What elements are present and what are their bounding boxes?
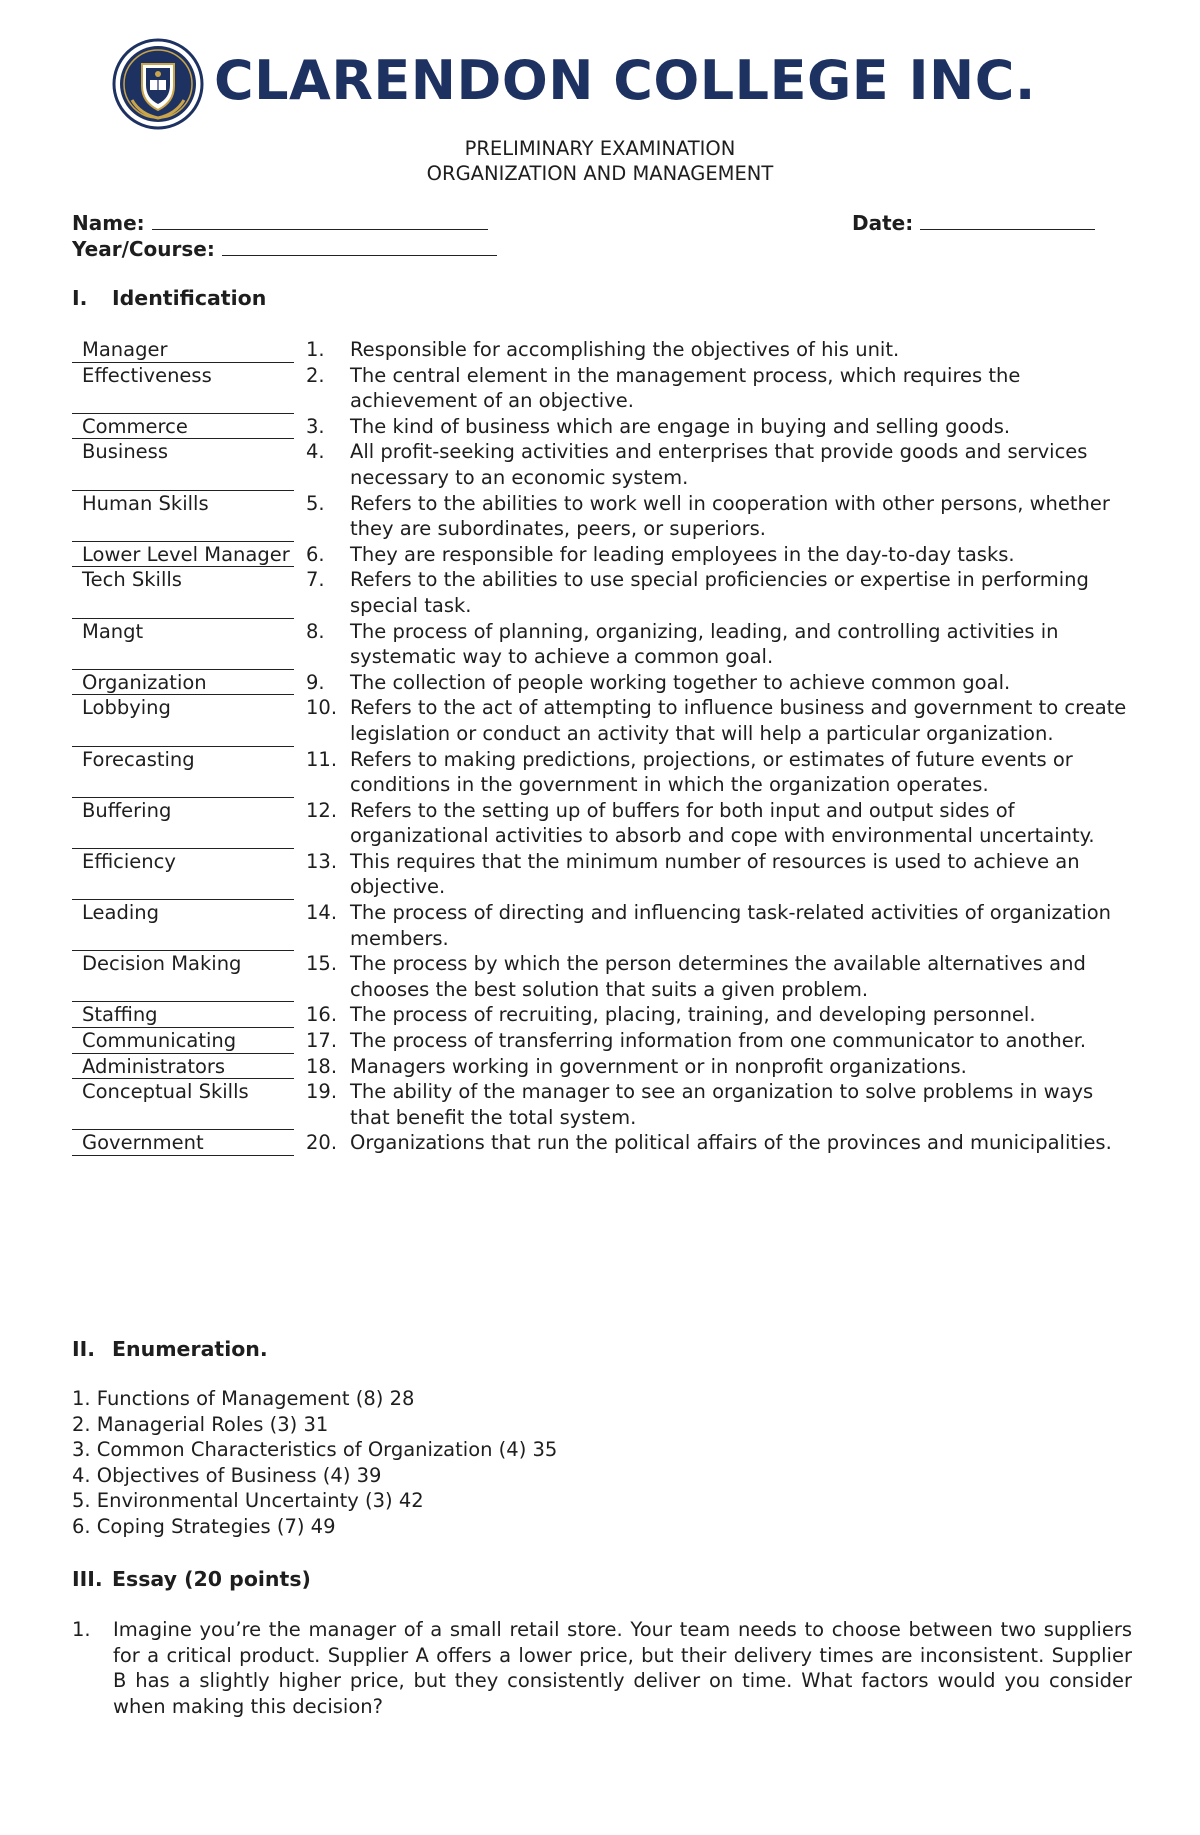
answer-blank[interactable]: Lobbying (82, 696, 171, 720)
answer-blank[interactable]: Government (82, 1131, 204, 1155)
answer-blank[interactable]: Buffering (82, 798, 172, 822)
list-item: 4. Objectives of Business (4) 39 (72, 1463, 382, 1487)
name-field[interactable] (72, 210, 488, 236)
identification-item: Lower Level Manager 6. They are responsible for leading employees in the day-to-day tasks. (0, 542, 1200, 568)
answer-blank[interactable]: Communicating (82, 1029, 237, 1053)
exam-subject: ORGANIZATION AND MANAGEMENT (426, 162, 774, 185)
answer-blank[interactable]: Lower Level Manager (82, 542, 290, 566)
list-item: 6. Coping Strategies (7) 49 (72, 1514, 336, 1538)
identification-item: Tech Skills 7. Refers to the abilities to use special proficiencies or expertise in performing special task. (0, 567, 1200, 618)
exam-title-block (0, 136, 1200, 186)
identification-item: Efficiency 13. This requires that the minimum number of resources is used to achieve an objective. (0, 849, 1200, 900)
section-enumeration-heading: II. Enumeration. (72, 1337, 268, 1361)
college-seal-icon (112, 38, 204, 130)
identification-item: Lobbying 10. Refers to the act of attempting to influence business and government to create legislation or conduct an activity that will help a particular organization. (0, 695, 1200, 746)
identification-item: Forecasting 11. Refers to making predictions, projections, or estimates of future events or conditions in the government in which the organization operates. (0, 747, 1200, 798)
list-item: 2. Managerial Roles (3) 31 (72, 1412, 329, 1436)
letterhead (112, 38, 1102, 130)
date-label: Date: (852, 211, 914, 235)
answer-blank[interactable]: Administrators (82, 1054, 226, 1078)
answer-blank[interactable]: Organization (82, 670, 207, 694)
answer-blank[interactable]: Mangt (82, 619, 144, 643)
identification-item: Leading 14. The process of directing and influencing task-related activities of organization members. (0, 900, 1200, 951)
identification-item: Conceptual Skills 19. The ability of the manager to see an organization to solve problems in ways that benefit the total system. (0, 1079, 1200, 1130)
year-course-label: Year/Course: (72, 237, 215, 261)
identification-item: Human Skills 5. Refers to the abilities to work well in cooperation with other persons, whether they are subordinates, peers, or superiors. (0, 491, 1200, 542)
name-blank[interactable] (152, 211, 488, 230)
answer-blank[interactable]: Commerce (82, 414, 188, 438)
identification-item: Manager 1. Responsible for accomplishing the objectives of his unit. (0, 337, 1200, 363)
date-field[interactable] (852, 210, 1095, 236)
answer-blank[interactable]: Forecasting (82, 747, 195, 771)
list-item: 1. Functions of Management (8) 28 (72, 1387, 415, 1410)
identification-list (0, 337, 1200, 1156)
answer-blank[interactable]: Decision Making (82, 952, 242, 976)
identification-item: Mangt 8. The process of planning, organizing, leading, and controlling activities in systematic way to achieve a common goal. (0, 619, 1200, 670)
section-essay-heading: III. Essay (20 points) (72, 1567, 311, 1591)
answer-blank[interactable]: Staffing (82, 1003, 158, 1027)
answer-blank[interactable]: Human Skills (82, 491, 209, 515)
date-blank[interactable] (920, 211, 1095, 230)
identification-item: Communicating 17. The process of transferring information from one communicator to another. (0, 1028, 1200, 1054)
answer-blank[interactable]: Conceptual Skills (82, 1080, 249, 1104)
identification-item: Effectiveness 2. The central element in the management process, which requires the achievement of an objective. (0, 363, 1200, 414)
answer-blank[interactable]: Business (82, 440, 168, 464)
section-identification-heading: I. Identification (72, 286, 267, 310)
answer-blank[interactable]: Manager (82, 338, 168, 361)
answer-blank[interactable]: Effectiveness (82, 363, 212, 387)
identification-item: Administrators 18. Managers working in government or in nonprofit organizations. (0, 1054, 1200, 1080)
answer-blank[interactable]: Leading (82, 901, 160, 925)
identification-item: Organization 9. The collection of people working together to achieve common goal. (0, 670, 1200, 696)
year-course-field[interactable] (72, 236, 497, 262)
answer-blank[interactable]: Efficiency (82, 849, 176, 873)
answer-blank[interactable]: Tech Skills (82, 568, 182, 592)
exam-title: PRELIMINARY EXAMINATION (464, 137, 736, 160)
identification-item: Government 20. Organizations that run the political affairs of the provinces and municipalities. (0, 1130, 1200, 1156)
college-name: CLARENDON COLLEGE INC. (214, 49, 1036, 112)
identification-item: Business 4. All profit-seeking activities and enterprises that provide goods and services necessary to an economic system. (0, 439, 1200, 490)
identification-item: Decision Making 15. The process by which the person determines the available alternatives and chooses the best solution that suits a given problem. (0, 951, 1200, 1002)
list-item: 3. Common Characteristics of Organization (4) 35 (72, 1438, 558, 1461)
identification-item: Staffing 16. The process of recruiting, placing, training, and developing personnel. (0, 1002, 1200, 1028)
year-course-blank[interactable] (222, 237, 497, 256)
identification-item: Commerce 3. The kind of business which are engage in buying and selling goods. (0, 414, 1200, 440)
list-item: 5. Environmental Uncertainty (3) 42 (72, 1489, 424, 1512)
name-label: Name: (72, 211, 145, 235)
enumeration-list (72, 1386, 557, 1539)
essay-question: 1. Imagine you’re the manager of a small retail store. Your team needs to choose between two suppliers for a critical product. Supplier A offers a lower price, but their delivery times are inconsistent. Supplier B has a slightly higher price, but they consistently deliver on time. What factors would you consider when making this decision? (72, 1618, 1132, 1718)
identification-item: Buffering 12. Refers to the setting up of buffers for both input and output sides of organizational activities to absorb and cope with environmental uncertainty. (0, 798, 1200, 849)
